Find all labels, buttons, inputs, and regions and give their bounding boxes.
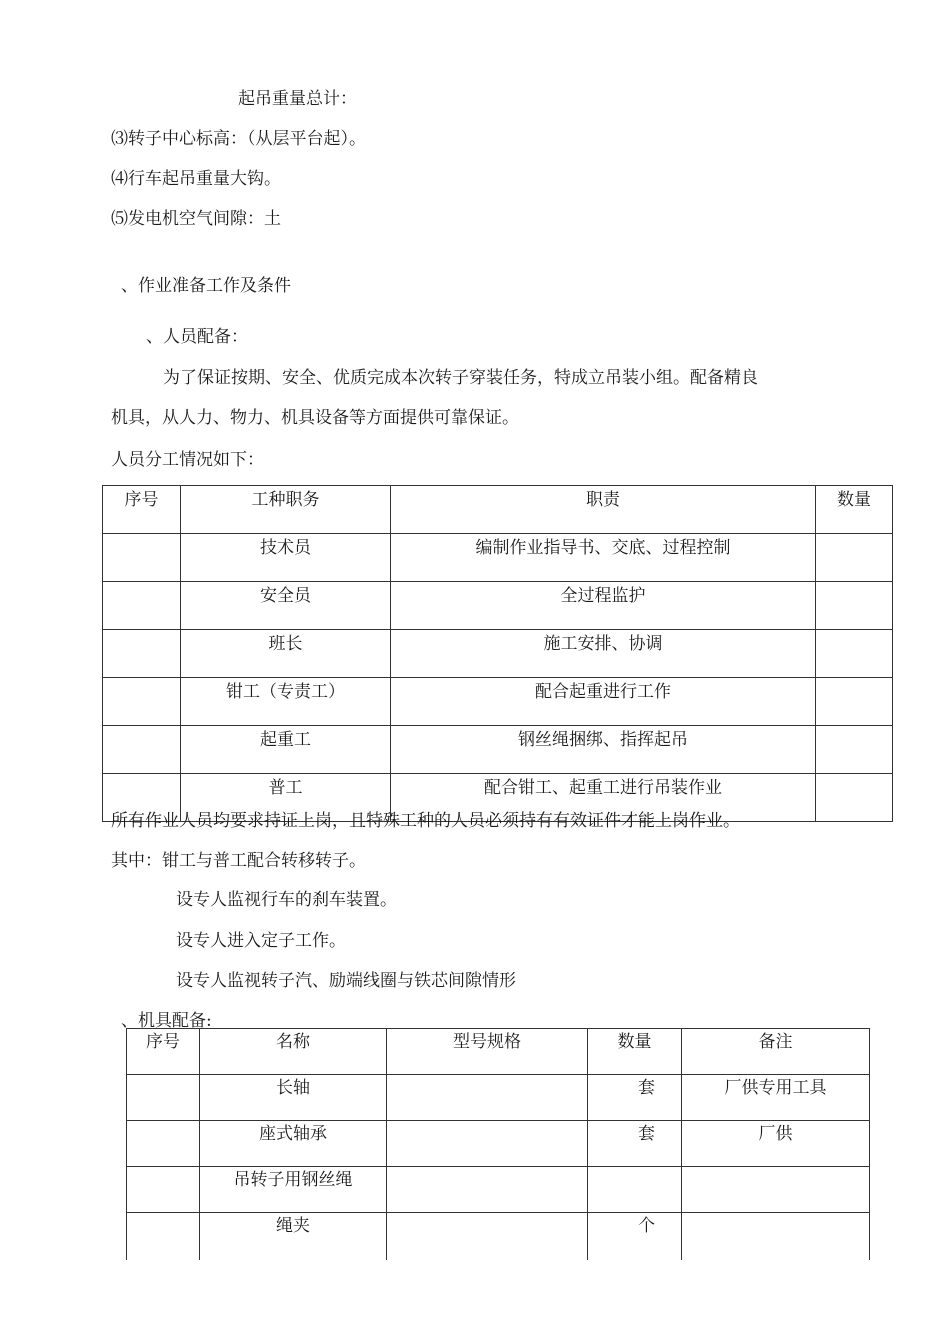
cell-no — [103, 630, 181, 678]
generator-air-gap-line: ⑸发电机空气间隙：土 — [111, 209, 281, 229]
staff-paragraph-line-1: 为了保证按期、安全、优质完成本次转子穿装任务，特成立吊装小组。配备精良 — [163, 368, 758, 388]
cell-qty: 套 — [588, 1075, 682, 1121]
cell-name: 吊转子用钢丝绳 — [200, 1167, 387, 1213]
cell-qty — [816, 726, 893, 774]
cell-no — [127, 1121, 200, 1167]
cell-no — [103, 726, 181, 774]
cell-no — [103, 678, 181, 726]
fitter-note: 其中：钳工与普工配合转移转子。 — [111, 851, 366, 871]
cell-role: 班长 — [181, 630, 391, 678]
cell-remark: 厂供 — [682, 1121, 870, 1167]
cell-spec — [387, 1121, 588, 1167]
cell-role: 起重工 — [181, 726, 391, 774]
stator-entry-note: 设专人进入定子工作。 — [176, 931, 346, 951]
cell-qty — [816, 534, 893, 582]
cell-duty: 配合起重进行工作 — [391, 678, 816, 726]
subsection-staff-title: 、人员配备： — [146, 327, 248, 347]
cell-duty: 钢丝绳捆绑、指挥起吊 — [391, 726, 816, 774]
cell-remark — [682, 1167, 870, 1213]
cell-qty — [816, 582, 893, 630]
cell-name: 长轴 — [200, 1075, 387, 1121]
header-qty: 数量 — [588, 1029, 682, 1075]
cell-qty — [816, 630, 893, 678]
staff-table-intro: 人员分工情况如下： — [111, 450, 264, 470]
cell-duty: 全过程监护 — [391, 582, 816, 630]
brake-monitor-note: 设专人监视行车的刹车装置。 — [176, 890, 397, 910]
cell-name: 座式轴承 — [200, 1121, 387, 1167]
cell-remark: 厂供专用工具 — [682, 1075, 870, 1121]
certification-note: 所有作业人员均要求持证上岗，且特殊工种的人员必须持有有效证件才能上岗作业。 — [111, 811, 740, 831]
cell-name: 绳夹 — [200, 1213, 387, 1261]
table-row — [103, 678, 893, 726]
staff-assignment-table — [102, 485, 893, 822]
cell-no — [127, 1075, 200, 1121]
header-duty: 职责 — [391, 486, 816, 534]
cell-no — [103, 582, 181, 630]
table-row — [103, 726, 893, 774]
table-header-row — [127, 1029, 870, 1075]
cell-qty — [588, 1167, 682, 1213]
table-row — [103, 582, 893, 630]
rotor-center-elevation-line: ⑶转子中心标高：（从层平台起）。 — [111, 129, 366, 149]
cell-spec — [387, 1167, 588, 1213]
cell-role: 技术员 — [181, 534, 391, 582]
header-qty: 数量 — [816, 486, 893, 534]
cell-qty: 个 — [588, 1213, 682, 1261]
cell-remark — [682, 1213, 870, 1261]
cell-no — [127, 1167, 200, 1213]
header-remark: 备注 — [682, 1029, 870, 1075]
table-row — [103, 534, 893, 582]
cell-spec — [387, 1075, 588, 1121]
section-title: 、作业准备工作及条件 — [121, 276, 291, 296]
cell-duty: 配合钳工、起重工进行吊装作业 — [391, 774, 816, 822]
header-spec: 型号规格 — [387, 1029, 588, 1075]
cell-qty — [816, 678, 893, 726]
header-no: 序号 — [127, 1029, 200, 1075]
table-row — [127, 1167, 870, 1213]
header-no: 序号 — [103, 486, 181, 534]
cell-qty: 套 — [588, 1121, 682, 1167]
table-row — [103, 630, 893, 678]
table-header-row — [103, 486, 893, 534]
header-role: 工种职务 — [181, 486, 391, 534]
cell-role: 安全员 — [181, 582, 391, 630]
cell-qty — [816, 774, 893, 822]
staff-paragraph-line-2: 机具，从人力、物力、机具设备等方面提供可靠保证。 — [111, 408, 519, 428]
table-row — [127, 1213, 870, 1261]
cell-role: 普工 — [181, 774, 391, 822]
subsection-tools-title: 、机具配备: — [121, 1011, 212, 1031]
table-row — [127, 1075, 870, 1121]
cell-duty: 施工安排、协调 — [391, 630, 816, 678]
cell-duty: 编制作业指导书、交底、过程控制 — [391, 534, 816, 582]
crane-lift-hook-line: ⑷行车起吊重量大钩。 — [111, 169, 281, 189]
cell-no — [127, 1213, 200, 1261]
table-row — [127, 1121, 870, 1167]
total-lift-weight-line: 起吊重量总计： — [238, 89, 357, 109]
cell-spec — [387, 1213, 588, 1261]
cell-role: 钳工（专责工） — [181, 678, 391, 726]
tool-equipment-table — [126, 1028, 870, 1260]
header-name: 名称 — [200, 1029, 387, 1075]
cell-no — [103, 534, 181, 582]
gap-monitor-note: 设专人监视转子汽、励端线圈与铁芯间隙情形 — [176, 971, 516, 991]
